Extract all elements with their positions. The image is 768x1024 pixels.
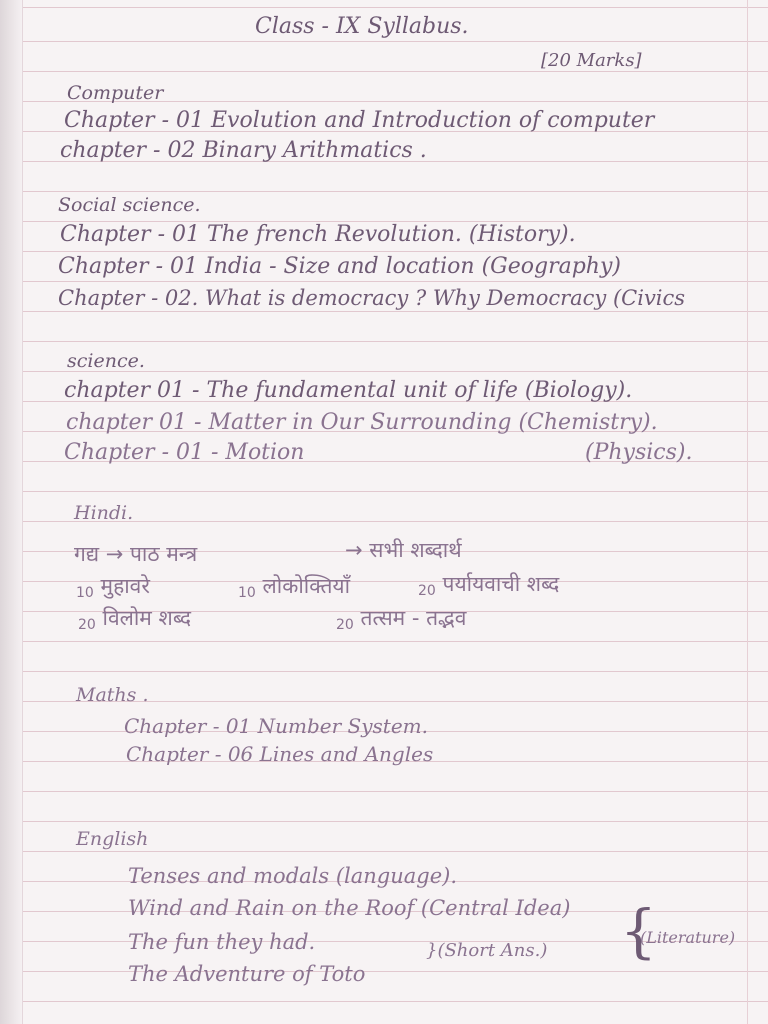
english-line-3: The fun they had. bbox=[128, 930, 316, 954]
hindi-line-1b: → सभी शब्दार्थ bbox=[345, 538, 462, 562]
hindi-line-3 bbox=[78, 608, 191, 632]
margin-line bbox=[747, 0, 748, 1024]
english-line-4: The Adventure of Toto bbox=[128, 962, 366, 986]
marks-label: [20 Marks] bbox=[541, 50, 642, 71]
hindi-count: 20 bbox=[336, 617, 354, 633]
hindi-count: 10 bbox=[76, 585, 94, 601]
science-heading: science. bbox=[67, 350, 145, 372]
hindi-item: विलोम शब्द bbox=[102, 606, 191, 630]
hindi-item: पर्यायवाची शब्द bbox=[442, 572, 560, 596]
science-line-1: chapter 01 - The fundamental unit of life (Biology). bbox=[64, 378, 633, 403]
literature-brace: { bbox=[620, 897, 657, 965]
english-line-2: Wind and Rain on the Roof (Central Idea) bbox=[128, 896, 571, 920]
english-heading: English bbox=[76, 828, 149, 850]
hindi-count: 10 bbox=[238, 585, 256, 601]
hindi-line-2 bbox=[76, 576, 150, 600]
social-science-heading: Social science. bbox=[58, 194, 201, 216]
page-binding-edge bbox=[0, 0, 23, 1024]
hindi-count: 20 bbox=[418, 583, 436, 599]
science-line-3: Chapter - 01 - Motion bbox=[64, 440, 305, 465]
hindi-heading: Hindi. bbox=[74, 502, 134, 524]
hindi-count: 20 bbox=[78, 617, 96, 633]
short-answer-label: }(Short Ans.) bbox=[426, 940, 548, 961]
computer-heading: Computer bbox=[67, 82, 164, 104]
social-science-line-3: Chapter - 02. What is democracy ? Why Democracy (Civics bbox=[58, 286, 686, 310]
hindi-line-1a: गद्य → पाठ मन्त्र bbox=[74, 542, 198, 566]
science-physics-label: (Physics). bbox=[585, 440, 693, 465]
hindi-line-3b bbox=[336, 608, 466, 632]
computer-line-1: Chapter - 01 Evolution and Introduction of computer bbox=[64, 108, 655, 133]
hindi-item: लोकोक्तियाँ bbox=[262, 574, 351, 598]
hindi-item: तत्सम - तद्भव bbox=[360, 606, 467, 630]
maths-line-2: Chapter - 06 Lines and Angles bbox=[126, 742, 434, 766]
literature-label: (Literature) bbox=[640, 928, 736, 947]
hindi-line-2c bbox=[418, 574, 559, 598]
english-line-1: Tenses and modals (language). bbox=[128, 864, 458, 888]
science-line-2: chapter 01 - Matter in Our Surrounding (Chemistry). bbox=[66, 410, 658, 435]
maths-line-1: Chapter - 01 Number System. bbox=[124, 714, 428, 738]
social-science-line-1: Chapter - 01 The french Revolution. (History). bbox=[60, 222, 576, 247]
computer-line-2: chapter - 02 Binary Arithmatics . bbox=[60, 138, 427, 163]
social-science-line-2: Chapter - 01 India - Size and location (Geography) bbox=[58, 254, 621, 279]
page-title: Class - IX Syllabus. bbox=[255, 14, 469, 39]
hindi-item: मुहावरे bbox=[100, 574, 150, 598]
maths-heading: Maths . bbox=[76, 684, 149, 706]
hindi-line-2b bbox=[238, 576, 350, 600]
